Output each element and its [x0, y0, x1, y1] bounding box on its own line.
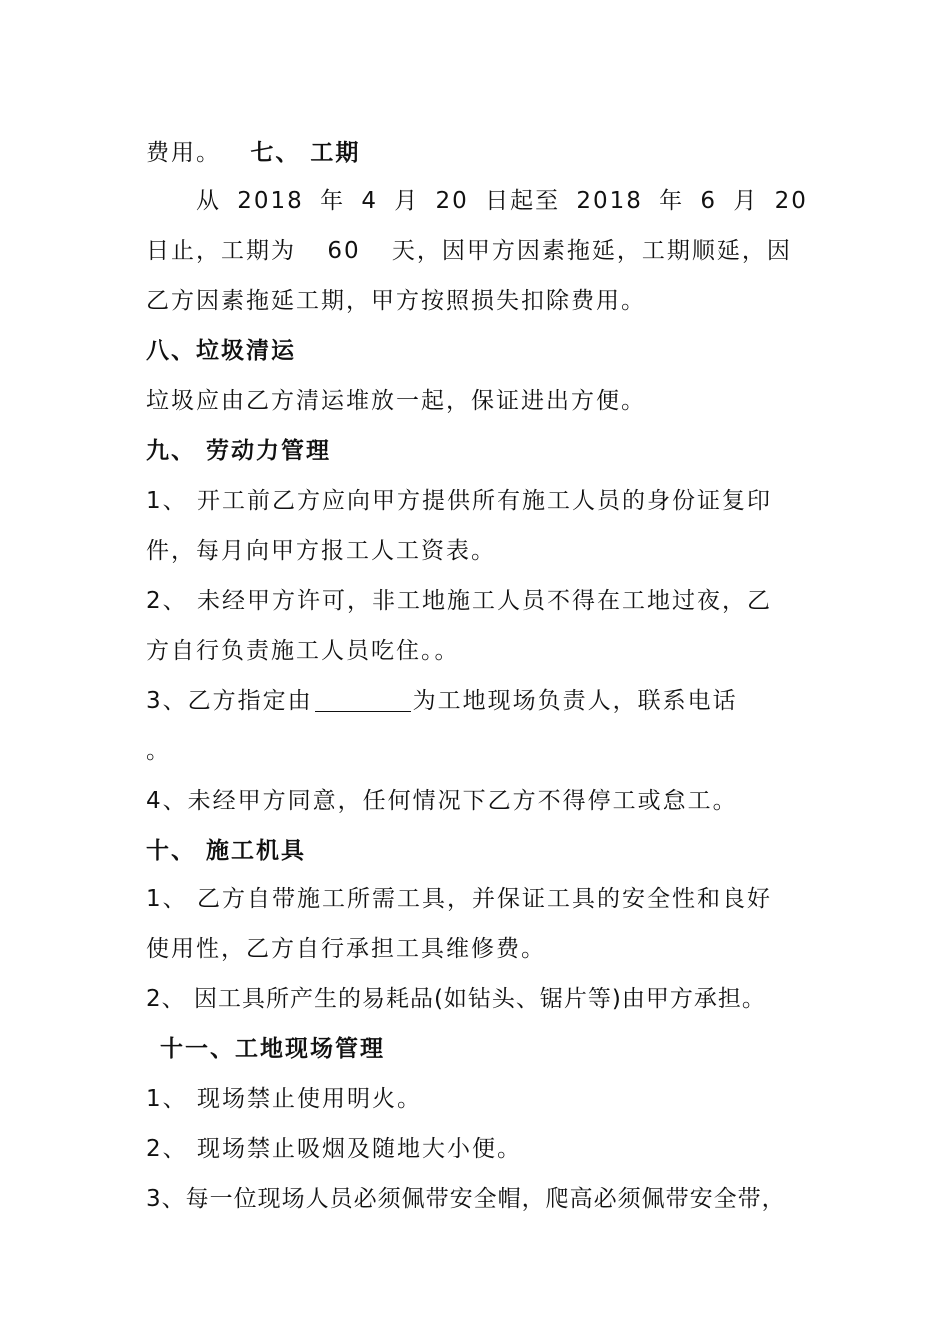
- line-section7: [146, 138, 836, 168]
- start-year: 2018: [237, 188, 304, 214]
- duration-suffix: 天，因甲方因素拖延，工期顺延，因: [391, 238, 792, 264]
- end-day: 20: [774, 188, 808, 214]
- paragraph-line: 1、 现场禁止使用明火。: [146, 1086, 422, 1112]
- year-label: 年: [659, 188, 685, 214]
- section-heading-10: 十、 施工机具: [146, 838, 307, 864]
- section-heading-7: 七、 工期: [250, 140, 361, 166]
- section-heading-8: 八、垃圾清运: [146, 338, 296, 364]
- paragraph-line: 3、每一位现场人员必须佩带安全帽，爬高必须佩带安全带，: [146, 1186, 786, 1212]
- paragraph-line: 1、 乙方自带施工所需工具，并保证工具的安全性和良好: [146, 886, 772, 912]
- start-month: 4: [361, 188, 378, 214]
- section-heading-9: 九、 劳动力管理: [146, 438, 332, 464]
- month-label: 月: [394, 188, 420, 214]
- paragraph-line: 4、未经甲方同意，任何情况下乙方不得停工或怠工。: [146, 788, 738, 814]
- paragraph-line: 2、 因工具所产生的易耗品(如钻头、锯片等)由甲方承担。: [146, 986, 766, 1012]
- paragraph-line: 。: [146, 738, 171, 764]
- fill-in-blank: [315, 689, 411, 712]
- from-label: 从: [196, 188, 221, 214]
- start-day: 20: [435, 188, 469, 214]
- line-site-manager: [146, 686, 836, 716]
- duration-days: 60: [327, 238, 361, 264]
- paragraph-line: 方自行负责施工人员吃住。。: [146, 638, 460, 664]
- line-period-dates: [196, 186, 808, 216]
- section-heading-11: 十一、工地现场管理: [160, 1036, 385, 1062]
- site-manager-prefix: 3、乙方指定由: [146, 688, 313, 714]
- paragraph-line: 乙方因素拖延工期，甲方按照损失扣除费用。: [146, 288, 646, 314]
- paragraph-line: 1、 开工前乙方应向甲方提供所有施工人员的身份证复印: [146, 488, 772, 514]
- paragraph-line: 件，每月向甲方报工人工资表。: [146, 538, 496, 564]
- paragraph-line: 2、 现场禁止吸烟及随地大小便。: [146, 1136, 522, 1162]
- year-label: 年: [320, 188, 346, 214]
- site-manager-suffix: 为工地现场负责人，联系电话: [412, 688, 738, 714]
- duration-prefix: 日止，工期为: [146, 238, 296, 264]
- end-year: 2018: [576, 188, 643, 214]
- month-label: 月: [733, 188, 759, 214]
- trailing-text: 费用。: [146, 140, 221, 166]
- day-label: 日起至: [485, 188, 561, 214]
- line-duration: [146, 236, 836, 266]
- paragraph-line: 垃圾应由乙方清运堆放一起，保证进出方便。: [146, 388, 646, 414]
- end-month: 6: [700, 188, 718, 214]
- paragraph-line: 2、 未经甲方许可，非工地施工人员不得在工地过夜，乙: [146, 588, 772, 614]
- paragraph-line: 使用性，乙方自行承担工具维修费。: [146, 936, 546, 962]
